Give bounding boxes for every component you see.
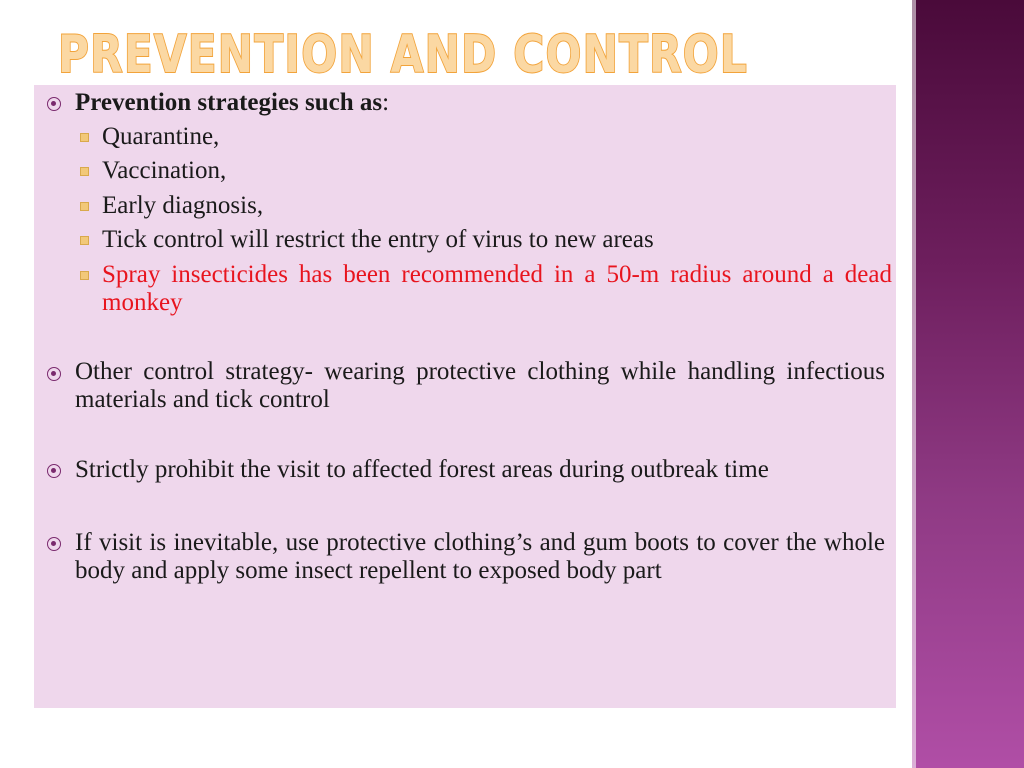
sub-item-text: Quarantine, bbox=[102, 123, 220, 150]
sub-item-text: Vaccination, bbox=[102, 157, 227, 184]
square-bullet-icon bbox=[80, 236, 89, 245]
content-box bbox=[34, 85, 896, 708]
circle-bullet-icon bbox=[47, 97, 61, 111]
slide-title-text: PREVENTION AND CONTROL bbox=[58, 25, 748, 84]
bullet-prevention-heading: Prevention strategies such as: bbox=[75, 89, 390, 116]
circle-bullet-icon bbox=[47, 464, 61, 478]
square-bullet-icon bbox=[80, 167, 89, 176]
decorative-side-band bbox=[912, 0, 1024, 768]
bullet-text: Strictly prohibit the visit to affected forest areas during outbreak time bbox=[75, 456, 769, 483]
square-bullet-icon bbox=[80, 202, 89, 211]
circle-bullet-icon bbox=[47, 537, 61, 551]
bullet-text: If visit is inevitable, use protective clothing’s and gum boots to cover the whole body and apply some insect repellent to exposed body part bbox=[75, 529, 885, 584]
square-bullet-icon bbox=[80, 133, 89, 142]
slide-title bbox=[58, 22, 898, 84]
sub-item-text: Early diagnosis, bbox=[102, 192, 264, 219]
sub-item-text: Tick control will restrict the entry of virus to new areas bbox=[102, 226, 654, 253]
bullet-text: Other control strategy- wearing protective clothing while handling infectious materials and tick control bbox=[75, 358, 885, 413]
square-bullet-icon bbox=[80, 271, 89, 280]
circle-bullet-icon bbox=[47, 367, 61, 381]
sub-item-text-highlight: Spray insecticides has been recommended in a 50-m radius around a dead monkey bbox=[102, 261, 892, 316]
